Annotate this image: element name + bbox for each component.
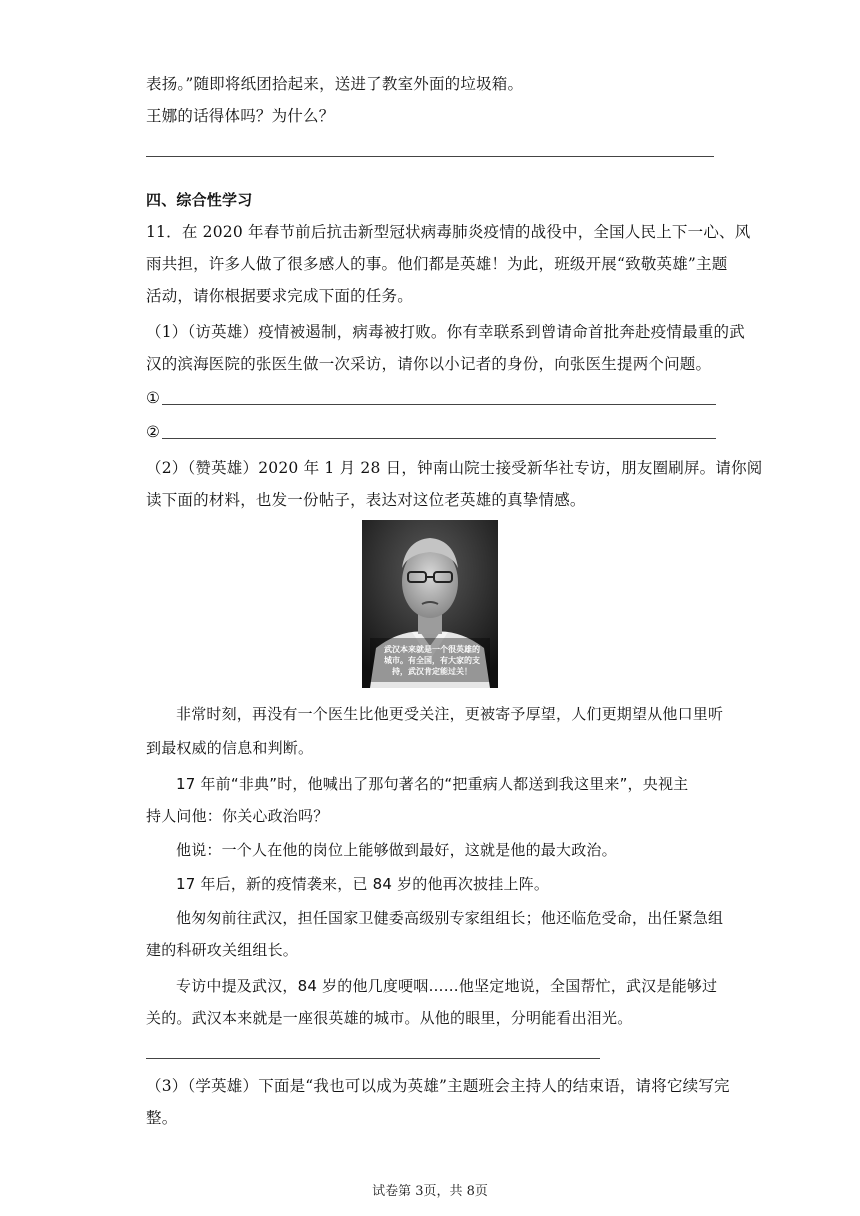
section-heading: 四、综合性学习 (146, 191, 253, 209)
answer-blank[interactable] (162, 422, 716, 439)
article-text: 他匆匆前往武汉，担任国家卫健委高级别专家组组长；他还临危受命，出任紧急组 (176, 909, 724, 927)
article-text: 建的科研攻关组组长。 (146, 941, 299, 959)
article-text: 专访中提及武汉，84 岁的他几度哽咽……他坚定地说，全国帮忙，武汉是能够过 (176, 977, 718, 995)
text-line: 表扬。”随即将纸团拾起来，送进了教室外面的垃圾箱。 (146, 75, 524, 93)
photo-caption: 武汉本来就是一个很英雄的城市。有全国，有大家的支持，武汉肯定能过关！ (384, 645, 480, 676)
subquestion-2-text: 读下面的材料，也发一份帖子，表达对这位老英雄的真挚情感。 (146, 491, 586, 509)
article-text: 17 年前“非典”时，他喊出了那句著名的“把重病人都送到我这里来”，央视主 (176, 775, 689, 793)
subquestion-1-text: 汉的滨海医院的张医生做一次采访，请你以小记者的身份，向张医生提两个问题。 (146, 355, 712, 373)
article-text: 非常时刻，再没有一个医生比他更受关注，更被寄予厚望，人们更期望从他口里听 (176, 705, 724, 723)
question-11-text: 雨共担，许多人做了很多感人的事。他们都是英雄！为此，班级开展“致敬英雄”主题 (146, 255, 728, 273)
subquestion-3-text: （3）（学英雄）下面是“我也可以成为英雄”主题班会主持人的结束语，请将它续写完 (146, 1077, 730, 1095)
question-prompt: 王娜的话得体吗？为什么？ (146, 107, 335, 125)
portrait-photo (362, 520, 498, 688)
article-text: 关的。武汉本来就是一座很英雄的城市。从他的眼里，分明能看出泪光。 (146, 1009, 633, 1027)
page-footer: 试卷第 3页，共 8页 (372, 1184, 488, 1199)
article-text: 持人问他：你关心政治吗？ (146, 807, 329, 825)
answer-line[interactable] (146, 1058, 600, 1059)
question-11-text: 11．在 2020 年春节前后抗击新型冠状病毒肺炎疫情的战役中，全国人民上下一心、风 (146, 223, 751, 241)
answer-line[interactable] (146, 156, 714, 157)
circled-two-label: ② (146, 423, 160, 441)
question-11-text: 活动，请你根据要求完成下面的任务。 (146, 287, 413, 305)
answer-row-2[interactable] (146, 422, 716, 442)
article-text: 他说：一个人在他的岗位上能够做到最好，这就是他的最大政治。 (176, 841, 617, 859)
circled-one-label: ① (146, 389, 160, 407)
answer-row-1[interactable] (146, 388, 716, 408)
article-text: 17 年后，新的疫情袭来，已 84 岁的他再次披挂上阵。 (176, 875, 550, 893)
subquestion-2-text: （2）（赞英雄）2020 年 1 月 28 日，钟南山院士接受新华社专访，朋友圈刷屏。请你阅 (146, 459, 763, 477)
article-text: 到最权威的信息和判断。 (146, 739, 314, 757)
subquestion-1-text: （1）（访英雄）疫情被遏制，病毒被打败。你有幸联系到曾请命首批奔赴疫情最重的武 (146, 323, 745, 341)
answer-blank[interactable] (162, 388, 716, 405)
subquestion-3-text: 整。 (146, 1109, 178, 1127)
